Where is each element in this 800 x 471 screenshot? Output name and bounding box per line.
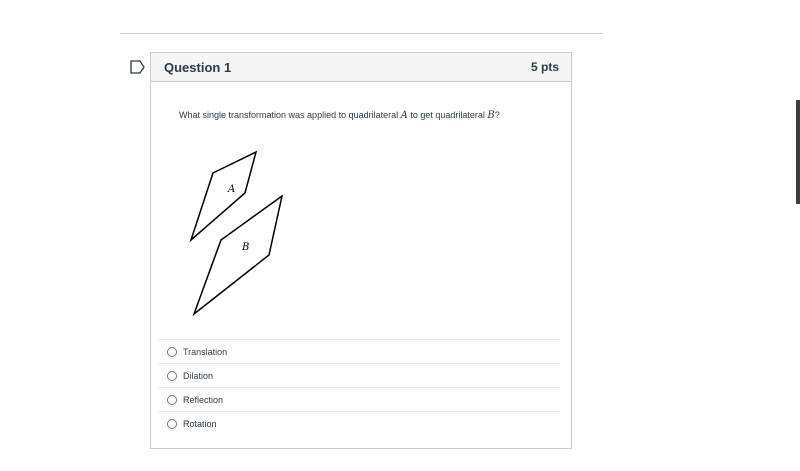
scrollbar[interactable] — [796, 100, 800, 204]
label-a: A — [228, 184, 236, 195]
answer-label: Translation — [183, 346, 228, 357]
quadrilateral-figure — [151, 53, 571, 333]
radio-button[interactable] — [167, 347, 177, 357]
question-text-part: What single transformation was applied to quadrilateral — [179, 110, 401, 120]
answer-label: Dilation — [183, 370, 214, 381]
answer-option-dilation[interactable] — [158, 363, 559, 387]
top-divider — [120, 33, 602, 34]
radio-button[interactable] — [167, 395, 177, 405]
answer-option-rotation[interactable] — [158, 411, 559, 435]
question-points: 5 pts — [530, 60, 559, 74]
answer-list — [158, 339, 559, 435]
answer-option-reflection[interactable] — [158, 387, 559, 411]
question-text-part: ? — [494, 110, 500, 120]
math-var-b: B — [487, 110, 495, 121]
quadrilateral-a — [191, 152, 256, 240]
math-var-a: A — [400, 110, 408, 121]
radio-button[interactable] — [167, 419, 177, 429]
question-card — [150, 52, 572, 449]
label-b: B — [242, 242, 250, 253]
answer-label: Rotation — [183, 418, 217, 429]
question-title: Question 1 — [164, 59, 232, 75]
answer-option-translation[interactable] — [158, 339, 559, 363]
radio-button[interactable] — [167, 371, 177, 381]
flag-outline-icon[interactable] — [130, 60, 146, 74]
question-text-part: to get quadrilateral — [407, 110, 488, 120]
quadrilateral-b — [194, 196, 282, 314]
answer-label: Reflection — [183, 394, 224, 405]
